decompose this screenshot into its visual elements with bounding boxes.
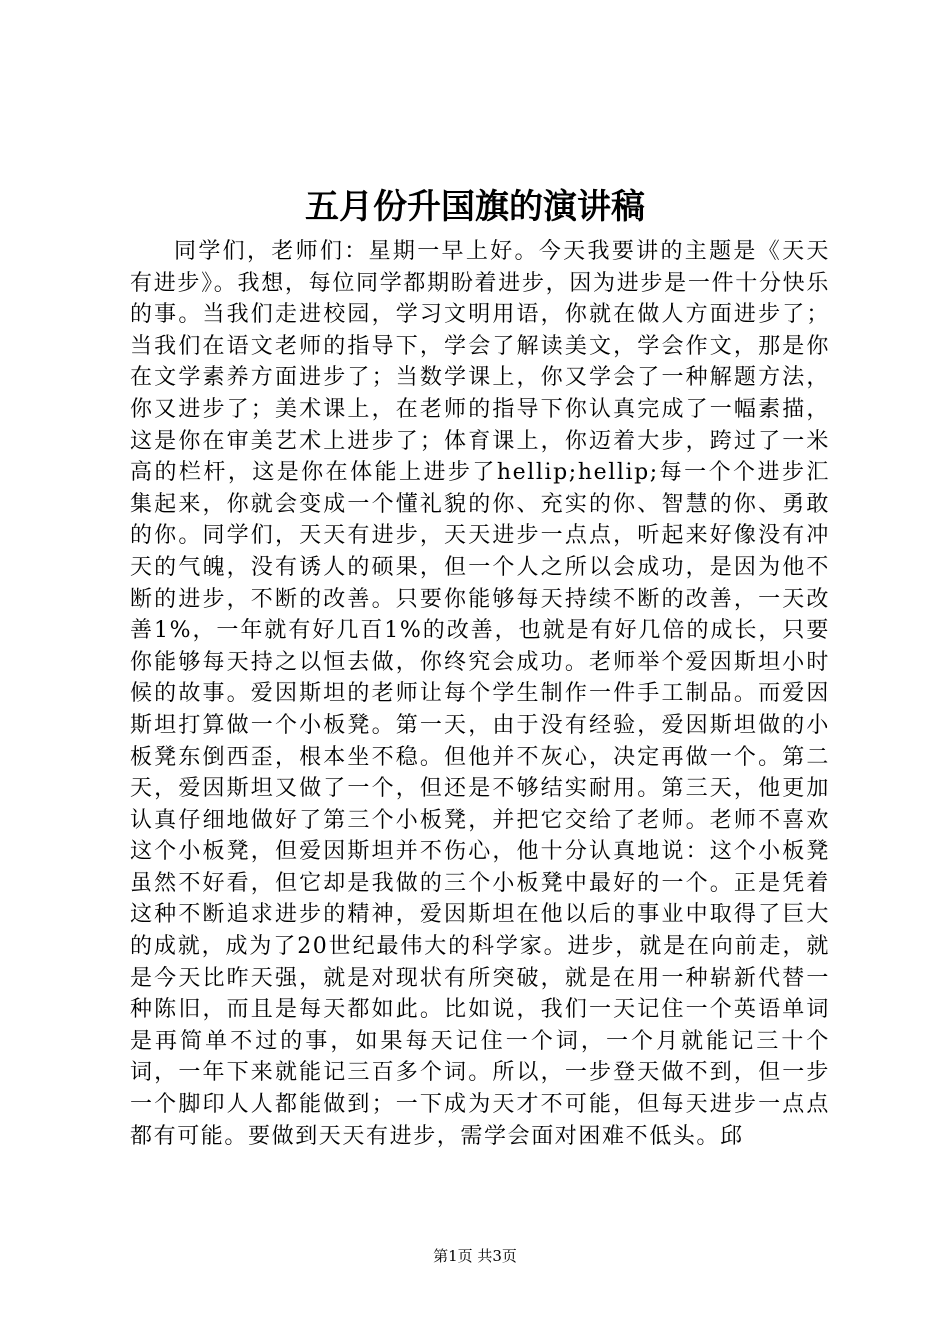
- document-body-paragraph: 同学们，老师们：星期一早上好。今天我要讲的主题是《天天有进步》。我想，每位同学都期盼着进步，因为进步是一件十分快乐的事。当我们走进校园，学习文明用语，你就在做人方面进步了；当我们在语文老师的指导下，学会了解读美文，学会作文，那是你在文学素养方面进步了；当数学课上，你又学会了一种解题方法，你又进步了；美术课上，在老师的指导下你认真完成了一幅素描，这是你在审美艺术上进步了；体育课上，你迈着大步，跨过了一米高的栏杆，这是你在体能上进步了hellip;hellip;每一个个进步汇集起来，你就会变成一个懂礼貌的你、充实的你、智慧的你、勇敢的你。同学们，天天有进步，天天进步一点点，听起来好像没有冲天的气魄，没有诱人的硕果，但一个人之所以会成功，是因为他不断的进步，不断的改善。只要你能够每天持续不断的改善，一天改善1%，一年就有好几百1%的改善，也就是有好几倍的成长，只要你能够每天持之以恒去做，你终究会成功。老师举个爱因斯坦小时候的故事。爱因斯坦的老师让每个学生制作一件手工制品。而爱因斯坦打算做一个小板凳。第一天，由于没有经验，爱因斯坦做的小板凳东倒西歪，根本坐不稳。但他并不灰心，决定再做一个。第二天，爱因斯坦又做了一个，但还是不够结实耐用。第三天，他更加认真仔细地做好了第三个小板凳，并把它交给了老师。老师不喜欢这个小板凳，但爱因斯坦并不伤心，他十分认真地说：这个小板凳虽然不好看，但它却是我做的三个小板凳中最好的一个。正是凭着这种不断追求进步的精神，爱因斯坦在他以后的事业中取得了巨大的成就，成为了20世纪最伟大的科学家。进步，就是在向前走，就是今天比昨天强，就是对现状有所突破，就是在用一种崭新代替一种陈旧，而且是每天都如此。比如说，我们一天记住一个英语单词是再简单不过的事，如果每天记住一个词，一个月就能记三十个词，一年下来就能记三百多个词。所以，一步登天做不到，但一步一个脚印人人都能做到；一下成为天才不可能，但每天进步一点点都有可能。要做到天天有进步，需学会面对困难不低头。邱: [130, 239, 830, 1149]
- page-footer: 第1页 共3页: [433, 1247, 517, 1265]
- document-title: 五月份升国旗的演讲稿: [305, 187, 645, 227]
